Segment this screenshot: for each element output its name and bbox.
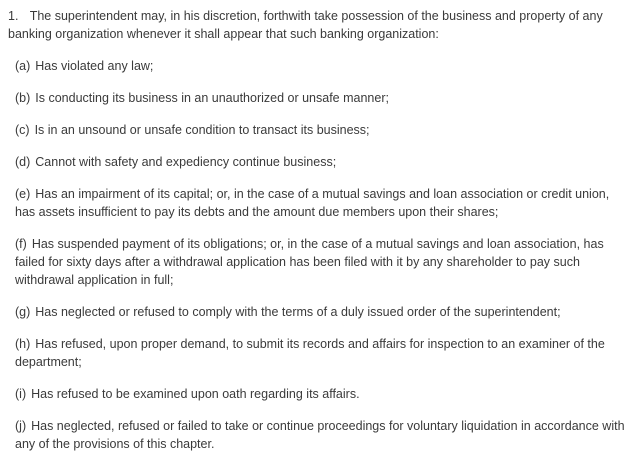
list-item	[15, 417, 625, 453]
item-label: (h)	[15, 337, 31, 351]
item-label: (e)	[15, 187, 31, 201]
list-item	[15, 385, 625, 403]
list-item	[15, 57, 625, 75]
item-label: (g)	[15, 305, 31, 319]
section-intro-text: The superintendent may, in his discretion, forthwith take possession of the business and property of any banking organization whenever it shall appear that such banking organization:	[8, 9, 603, 41]
condition-list	[15, 57, 625, 467]
item-label: (f)	[15, 237, 27, 251]
item-text: Has an impairment of its capital; or, in the case of a mutual savings and loan association or credit union, has assets insufficient to pay its debts and the amount due members upon their shares;	[15, 187, 610, 219]
item-text: Has neglected, refused or failed to take or continue proceedings for voluntary liquidation in accordance with any of the provisions of this chapter.	[15, 419, 625, 451]
item-label: (b)	[15, 91, 31, 105]
item-label: (i)	[15, 387, 27, 401]
item-text: Has suspended payment of its obligations; or, in the case of a mutual savings and loan association, has failed for sixty days after a withdrawal application has been filed with it by any shareholder to pay such withdrawal application in full;	[15, 237, 604, 287]
list-item	[15, 121, 625, 139]
item-text: Has refused, upon proper demand, to submit its records and affairs for inspection to an examiner of the department;	[15, 337, 605, 369]
item-label: (j)	[15, 419, 27, 433]
list-item	[15, 235, 625, 289]
list-item	[15, 303, 625, 321]
item-text: Is conducting its business in an unauthorized or unsafe manner;	[35, 91, 389, 105]
item-label: (d)	[15, 155, 31, 169]
item-label: (a)	[15, 59, 31, 73]
item-text: Has violated any law;	[35, 59, 154, 73]
list-item	[15, 153, 625, 171]
item-text: Is in an unsound or unsafe condition to transact its business;	[34, 123, 370, 137]
list-item	[15, 89, 625, 107]
item-label: (c)	[15, 123, 30, 137]
section-intro	[8, 7, 620, 43]
section-number: 1.	[8, 9, 19, 23]
list-item	[15, 335, 625, 371]
item-text: Has refused to be examined upon oath regarding its affairs.	[31, 387, 360, 401]
list-item	[15, 185, 625, 221]
item-text: Cannot with safety and expediency continue business;	[35, 155, 337, 169]
item-text: Has neglected or refused to comply with the terms of a duly issued order of the superintendent;	[35, 305, 561, 319]
